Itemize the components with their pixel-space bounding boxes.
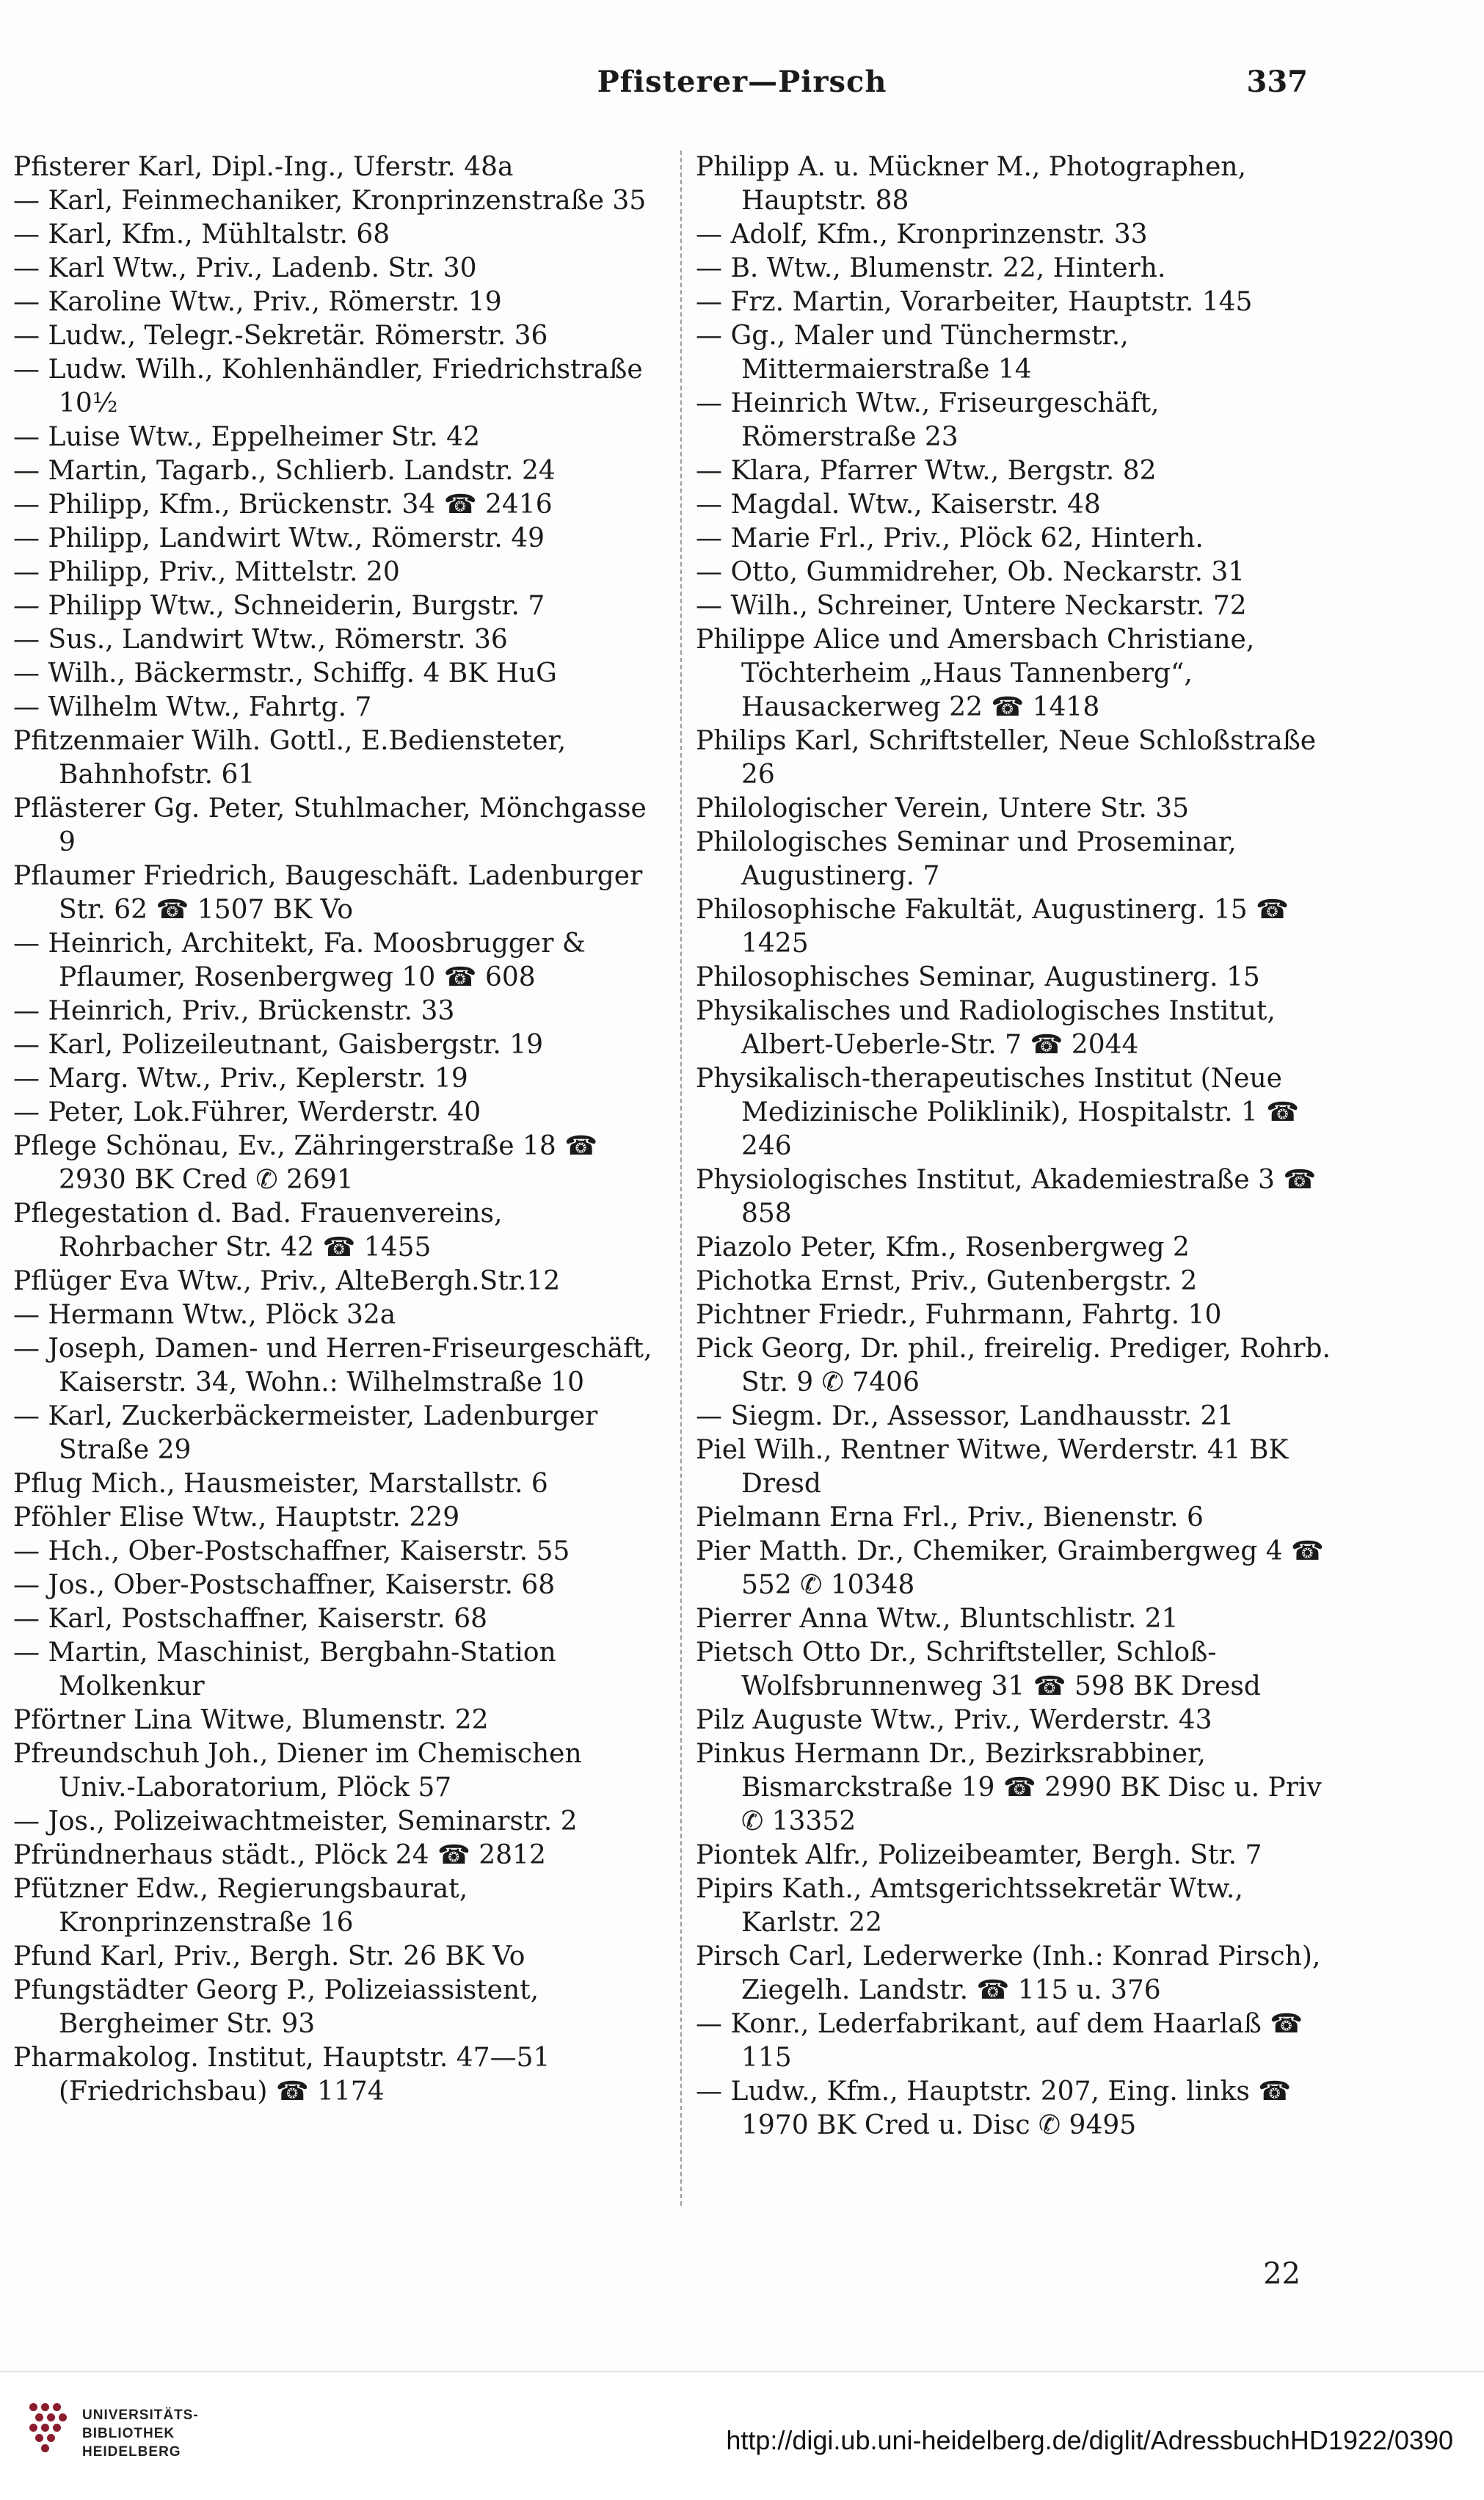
- logo-dot: [35, 2434, 43, 2442]
- directory-entry: Pipirs Kath., Amtsgerichtssekretär Wtw., Karlstr. 22: [696, 1874, 1243, 1938]
- directory-entry: — Karl, Zuckerbäckermeister, Ladenburger Straße 29: [13, 1401, 598, 1465]
- directory-entry: Philipp A. u. Mückner M., Photographen, Hauptstr. 88: [696, 152, 1246, 216]
- directory-entry: — Ludw. Wilh., Kohlenhändler, Friedrichstraße 10½: [13, 355, 643, 418]
- directory-entry: Philosophisches Seminar, Augustinerg. 15: [696, 962, 1260, 992]
- directory-entry: — Luise Wtw., Eppelheimer Str. 42: [13, 422, 480, 452]
- directory-entry: Philippe Alice und Amersbach Christiane, Töchterheim „Haus Tannenberg“, Hausackerweg 22 ☎ 1418: [696, 625, 1255, 722]
- logo-line: UNIVERSITÄTS-: [82, 2408, 199, 2423]
- directory-entry: — Jos., Polizeiwachtmeister, Seminarstr. 2: [13, 1806, 578, 1836]
- logo-dot: [35, 2413, 43, 2421]
- directory-entry: Pfungstädter Georg P., Polizeiassistent, Bergheimer Str. 93: [13, 1975, 539, 2039]
- directory-entry: Pföhler Elise Wtw., Hauptstr. 229: [13, 1502, 460, 1533]
- directory-entry: Physiologisches Institut, Akademiestraße 3 ☎ 858: [696, 1165, 1317, 1229]
- directory-entry: — Philipp, Landwirt Wtw., Römerstr. 49: [13, 523, 545, 553]
- directory-entry: Pierrer Anna Wtw., Bluntschlistr. 21: [696, 1604, 1179, 1634]
- directory-entry: — Philipp, Kfm., Brückenstr. 34 ☎ 2416: [13, 490, 553, 520]
- directory-entry: Pflegestation d. Bad. Frauenvereins, Rohrbacher Str. 42 ☎ 1455: [13, 1199, 503, 1262]
- directory-entry: Pflege Schönau, Ev., Zähringerstraße 18 ☎ 2930 BK Cred ✆ 2691: [13, 1131, 598, 1195]
- logo-dots-icon: [29, 2403, 73, 2469]
- directory-entry: Pick Georg, Dr. phil., freirelig. Prediger, Rohrb. Str. 9 ✆ 7406: [696, 1334, 1331, 1398]
- directory-entry: Pier Matth. Dr., Chemiker, Graimbergweg 4 ☎ 552 ✆ 10348: [696, 1536, 1324, 1600]
- directory-entry: Pförtner Lina Witwe, Blumenstr. 22: [13, 1705, 489, 1735]
- logo-dot: [59, 2413, 67, 2421]
- directory-entry: — Jos., Ober-Postschaffner, Kaiserstr. 68: [13, 1570, 556, 1600]
- directory-entry: Physikalisch-therapeutisches Institut (Neue Medizinische Poliklinik), Hospitalstr. 1 ☎ 246: [696, 1064, 1300, 1161]
- directory-entry: — Karl, Feinmechaniker, Kronprinzenstraße 35: [13, 186, 647, 216]
- directory-entry: Pfund Karl, Priv., Bergh. Str. 26 BK Vo: [13, 1941, 525, 1972]
- directory-entry: — Peter, Lok.Führer, Werderstr. 40: [13, 1097, 481, 1127]
- directory-entry: — Karl Wtw., Priv., Ladenb. Str. 30: [13, 253, 477, 283]
- directory-entry: — Heinrich, Architekt, Fa. Moosbrugger & Pflaumer, Rosenbergweg 10 ☎ 608: [13, 929, 586, 992]
- directory-entry: — Marg. Wtw., Priv., Keplerstr. 19: [13, 1064, 468, 1094]
- directory-entry: Pfitzenmaier Wilh. Gottl., E.Bediensteter, Bahnhofstr. 61: [13, 726, 567, 790]
- page-title: Pfisterer—Pirsch: [597, 65, 887, 99]
- directory-entry: Pflüger Eva Wtw., Priv., AlteBergh.Str.12: [13, 1266, 561, 1296]
- directory-entry: Pirsch Carl, Lederwerke (Inh.: Konrad Pirsch), Ziegelh. Landstr. ☎ 115 u. 376: [696, 1941, 1321, 2005]
- running-head: [0, 65, 1484, 116]
- directory-entry: — Siegm. Dr., Assessor, Landhausstr. 21: [696, 1401, 1234, 1431]
- directory-entry: Pfründnerhaus städt., Plöck 24 ☎ 2812: [13, 1840, 546, 1870]
- directory-entry: Pilz Auguste Wtw., Priv., Werderstr. 43: [696, 1705, 1212, 1735]
- directory-entry: — Martin, Tagarb., Schlierb. Landstr. 24: [13, 456, 556, 486]
- logo-text: [82, 2406, 199, 2461]
- directory-entry: — Gg., Maler und Tünchermstr., Mittermaierstraße 14: [696, 321, 1129, 385]
- directory-entry: Philologischer Verein, Untere Str. 35: [696, 793, 1190, 824]
- directory-entry: Pielmann Erna Frl., Priv., Bienenstr. 6: [696, 1502, 1204, 1533]
- directory-entry: — Karoline Wtw., Priv., Römerstr. 19: [13, 287, 502, 317]
- directory-entry: Pfisterer Karl, Dipl.-Ing., Uferstr. 48a: [13, 152, 514, 182]
- directory-entry: Pflug Mich., Hausmeister, Marstallstr. 6: [13, 1469, 548, 1499]
- logo-line: BIBLIOTHEK: [82, 2426, 175, 2441]
- directory-entry: — B. Wtw., Blumenstr. 22, Hinterh.: [696, 253, 1166, 283]
- directory-entry: — Sus., Landwirt Wtw., Römerstr. 36: [13, 625, 508, 655]
- directory-entry: Physikalisches und Radiologisches Institut, Albert-Ueberle-Str. 7 ☎ 2044: [696, 996, 1276, 1060]
- directory-entry: — Karl, Polizeileutnant, Gaisbergstr. 19: [13, 1030, 544, 1060]
- logo-dot: [29, 2403, 37, 2411]
- directory-entry: Philosophische Fakultät, Augustinerg. 15 ☎ 1425: [696, 895, 1289, 959]
- directory-entry: Pfreundschuh Joh., Diener im Chemischen Univ.-Laboratorium, Plöck 57: [13, 1739, 582, 1803]
- column-divider: [680, 150, 682, 2206]
- directory-entry: Pichtner Friedr., Fuhrmann, Fahrtg. 10: [696, 1300, 1222, 1330]
- directory-entry: — Martin, Maschinist, Bergbahn-Station Molkenkur: [13, 1638, 556, 1701]
- logo-dot: [53, 2424, 61, 2432]
- directory-entry: — Karl, Kfm., Mühltalstr. 68: [13, 219, 390, 250]
- directory-entry: — Philipp Wtw., Schneiderin, Burgstr. 7: [13, 591, 545, 621]
- directory-entry: — Joseph, Damen- und Herren-Friseurgeschäft, Kaiserstr. 34, Wohn.: Wilhelmstraße 10: [13, 1334, 652, 1398]
- right-column: [696, 150, 1342, 2316]
- logo-dot: [47, 2434, 55, 2442]
- directory-entry: — Ludw., Kfm., Hauptstr. 207, Eing. links ☎ 1970 BK Cred u. Disc ✆ 9495: [696, 2076, 1292, 2140]
- directory-entry: — Hermann Wtw., Plöck 32a: [13, 1300, 396, 1330]
- logo-line: HEIDELBERG: [82, 2444, 181, 2460]
- logo-dot: [41, 2444, 49, 2452]
- directory-entry: — Frz. Martin, Vorarbeiter, Hauptstr. 145: [696, 287, 1253, 317]
- logo-dot: [47, 2413, 55, 2421]
- footer-band: [0, 2371, 1484, 2500]
- directory-entry: Pinkus Hermann Dr., Bezirksrabbiner, Bismarckstraße 19 ☎ 2990 BK Disc u. Priv ✆ 13352: [696, 1739, 1322, 1836]
- directory-entry: Piel Wilh., Rentner Witwe, Werderstr. 41 BK Dresd: [696, 1435, 1289, 1499]
- directory-entry: — Karl, Postschaffner, Kaiserstr. 68: [13, 1604, 488, 1634]
- directory-entry: — Wilh., Bäckermstr., Schiffg. 4 BK HuG: [13, 658, 557, 688]
- directory-entry: Pflästerer Gg. Peter, Stuhlmacher, Mönchgasse 9: [13, 793, 647, 857]
- directory-entry: — Klara, Pfarrer Wtw., Bergstr. 82: [696, 456, 1157, 486]
- directory-entry: Piontek Alfr., Polizeibeamter, Bergh. Str. 7: [696, 1840, 1262, 1870]
- directory-entry: — Adolf, Kfm., Kronprinzenstr. 33: [696, 219, 1148, 250]
- directory-entry: — Konr., Lederfabrikant, auf dem Haarlaß ☎ 115: [696, 2009, 1303, 2073]
- page-number: 337: [1246, 65, 1308, 99]
- directory-entry: — Hch., Ober-Postschaffner, Kaiserstr. 55: [13, 1536, 570, 1566]
- directory-entry: Pharmakolog. Institut, Hauptstr. 47—51 (Friedrichsbau) ☎ 1174: [13, 2043, 550, 2107]
- left-column: [13, 150, 666, 2316]
- library-logo: [29, 2403, 220, 2484]
- directory-entry: — Heinrich, Priv., Brückenstr. 33: [13, 996, 455, 1026]
- sheet-number: 22: [1263, 2257, 1301, 2291]
- directory-entry: Philips Karl, Schriftsteller, Neue Schloßstraße 26: [696, 726, 1317, 790]
- directory-entry: — Wilh., Schreiner, Untere Neckarstr. 72: [696, 591, 1247, 621]
- directory-entry: — Heinrich Wtw., Friseurgeschäft, Römerstraße 23: [696, 388, 1160, 452]
- directory-entry: — Magdal. Wtw., Kaiserstr. 48: [696, 490, 1101, 520]
- document-url[interactable]: http://digi.ub.uni-heidelberg.de/diglit/AdressbuchHD1922/0390: [726, 2425, 1453, 2455]
- directory-entry: — Philipp, Priv., Mittelstr. 20: [13, 557, 400, 587]
- directory-entry: — Ludw., Telegr.-Sekretär. Römerstr. 36: [13, 321, 548, 351]
- logo-dot: [41, 2424, 49, 2432]
- logo-dot: [41, 2403, 49, 2411]
- directory-entry: Pflaumer Friedrich, Baugeschäft. Ladenburger Str. 62 ☎ 1507 BK Vo: [13, 861, 643, 925]
- logo-dot: [29, 2424, 37, 2432]
- directory-entry: Piazolo Peter, Kfm., Rosenbergweg 2: [696, 1232, 1190, 1262]
- directory-entry: — Marie Frl., Priv., Plöck 62, Hinterh.: [696, 523, 1204, 553]
- directory-entry: Pietsch Otto Dr., Schriftsteller, Schloß-Wolfsbrunnenweg 31 ☎ 598 BK Dresd: [696, 1638, 1261, 1701]
- directory-entry: Philologisches Seminar und Proseminar, Augustinerg. 7: [696, 827, 1237, 891]
- directory-entry: Pichotka Ernst, Priv., Gutenbergstr. 2: [696, 1266, 1198, 1296]
- directory-entry: — Wilhelm Wtw., Fahrtg. 7: [13, 692, 372, 722]
- directory-entry: Pfützner Edw., Regierungsbaurat, Kronprinzenstraße 16: [13, 1874, 468, 1938]
- directory-entry: — Otto, Gummidreher, Ob. Neckarstr. 31: [696, 557, 1245, 587]
- logo-dot: [53, 2403, 61, 2411]
